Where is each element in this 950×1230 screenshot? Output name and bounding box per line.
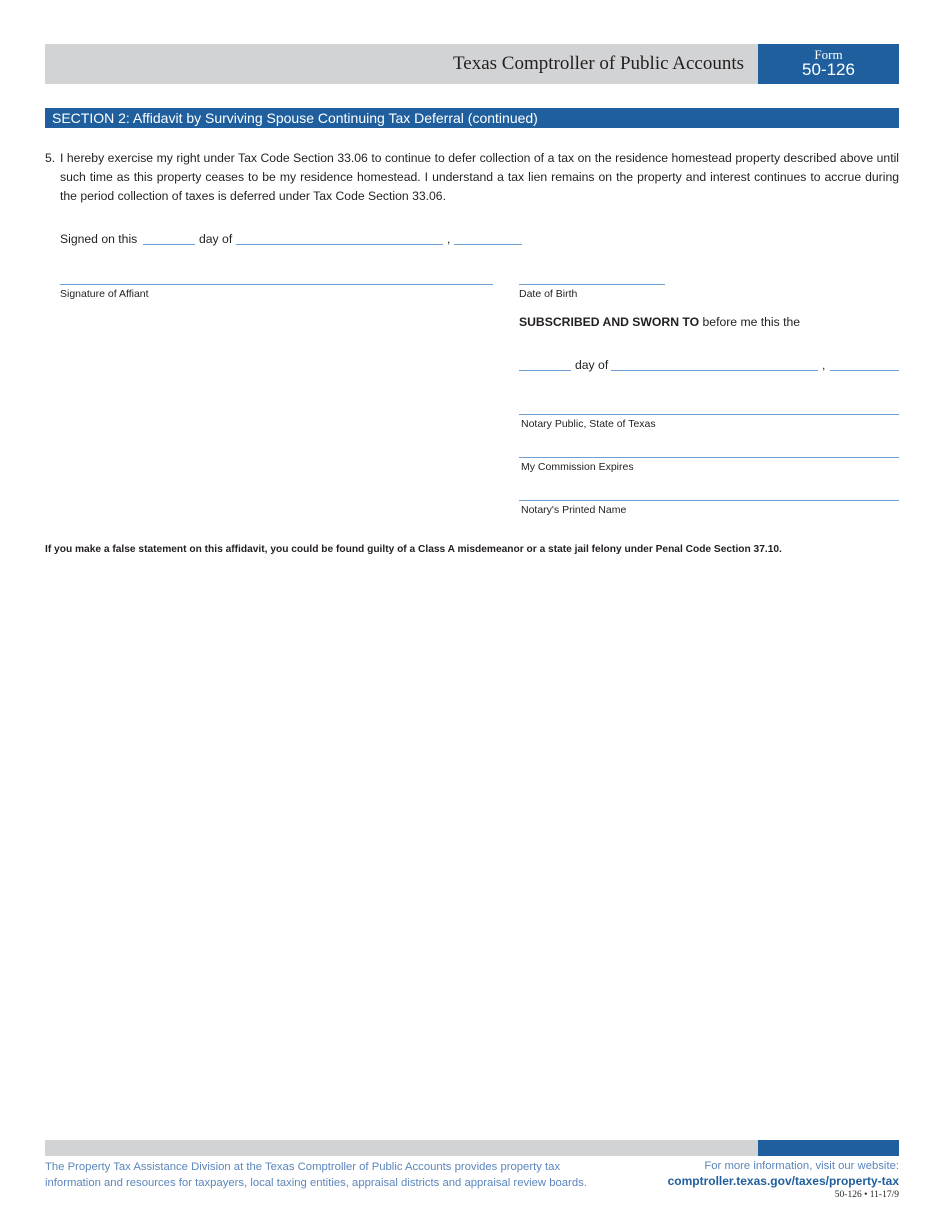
sworn-rest: before me this the <box>699 315 801 329</box>
form-label: Form <box>814 47 843 62</box>
signed-prefix: Signed on this <box>60 232 138 246</box>
notary-year-field[interactable] <box>830 370 899 371</box>
footer-band-gray <box>45 1140 758 1156</box>
notary-printed-name-caption: Notary's Printed Name <box>521 504 627 516</box>
item-text: I hereby exercise my right under Tax Code Section 33.06 to continue to defer collection of a tax on the residence homestead property described above until such time as this property ceases to be my residence homestead. I understand a tax lien remains on the property and interest continues to accrue during the period collection of taxes is deferred under Tax Code Section 33.06. <box>60 151 899 203</box>
notary-comma: , <box>822 358 826 372</box>
false-statement-warning: If you make a false statement on this affidavit, you could be found guilty of a Class A misdemeanor or a state jail felony under Penal Code Section 37.10. <box>45 544 782 555</box>
notary-public-caption: Notary Public, State of Texas <box>521 418 656 430</box>
footer-website-link[interactable]: comptroller.texas.gov/taxes/property-tax <box>667 1174 899 1188</box>
footer-info-label: For more information, visit our website: <box>704 1160 899 1172</box>
affiant-signature-caption: Signature of Affiant <box>60 288 149 300</box>
commission-expires-caption: My Commission Expires <box>521 461 634 473</box>
signed-year-field[interactable] <box>454 244 522 245</box>
notary-day-of: day of <box>575 358 609 372</box>
item-number: 5. <box>45 151 56 165</box>
form-number: 50-126 <box>802 60 855 79</box>
notary-month-field[interactable] <box>611 370 818 371</box>
agency-title: Texas Comptroller of Public Accounts <box>452 53 744 74</box>
sworn-statement <box>519 315 800 329</box>
date-of-birth-field[interactable] <box>519 284 665 285</box>
footer-band-blue <box>758 1140 899 1156</box>
footer-form-code: 50-126 • 11-17/9 <box>834 1190 899 1200</box>
form-number-box <box>758 44 899 84</box>
notary-public-signature-field[interactable] <box>519 414 899 415</box>
date-of-birth-caption: Date of Birth <box>519 288 578 300</box>
notary-day-field[interactable] <box>519 370 571 371</box>
notary-printed-name-field[interactable] <box>519 500 899 501</box>
signed-day-of: day of <box>199 232 233 246</box>
item-5 <box>45 149 899 206</box>
section-title: SECTION 2: Affidavit by Surviving Spouse Continuing Tax Deferral (continued) <box>45 108 899 128</box>
footer-description: The Property Tax Assistance Division at the Texas Comptroller of Public Accounts provides property tax information and resources for taxpayers, local taxing entities, appraisal districts and appraisal review boards. <box>45 1161 587 1189</box>
signed-month-field[interactable] <box>236 244 443 245</box>
affiant-signature-field[interactable] <box>60 284 493 285</box>
signed-comma: , <box>447 232 451 246</box>
signed-day-field[interactable] <box>143 244 195 245</box>
commission-expires-field[interactable] <box>519 457 899 458</box>
sworn-bold: SUBSCRIBED AND SWORN TO <box>519 315 700 329</box>
